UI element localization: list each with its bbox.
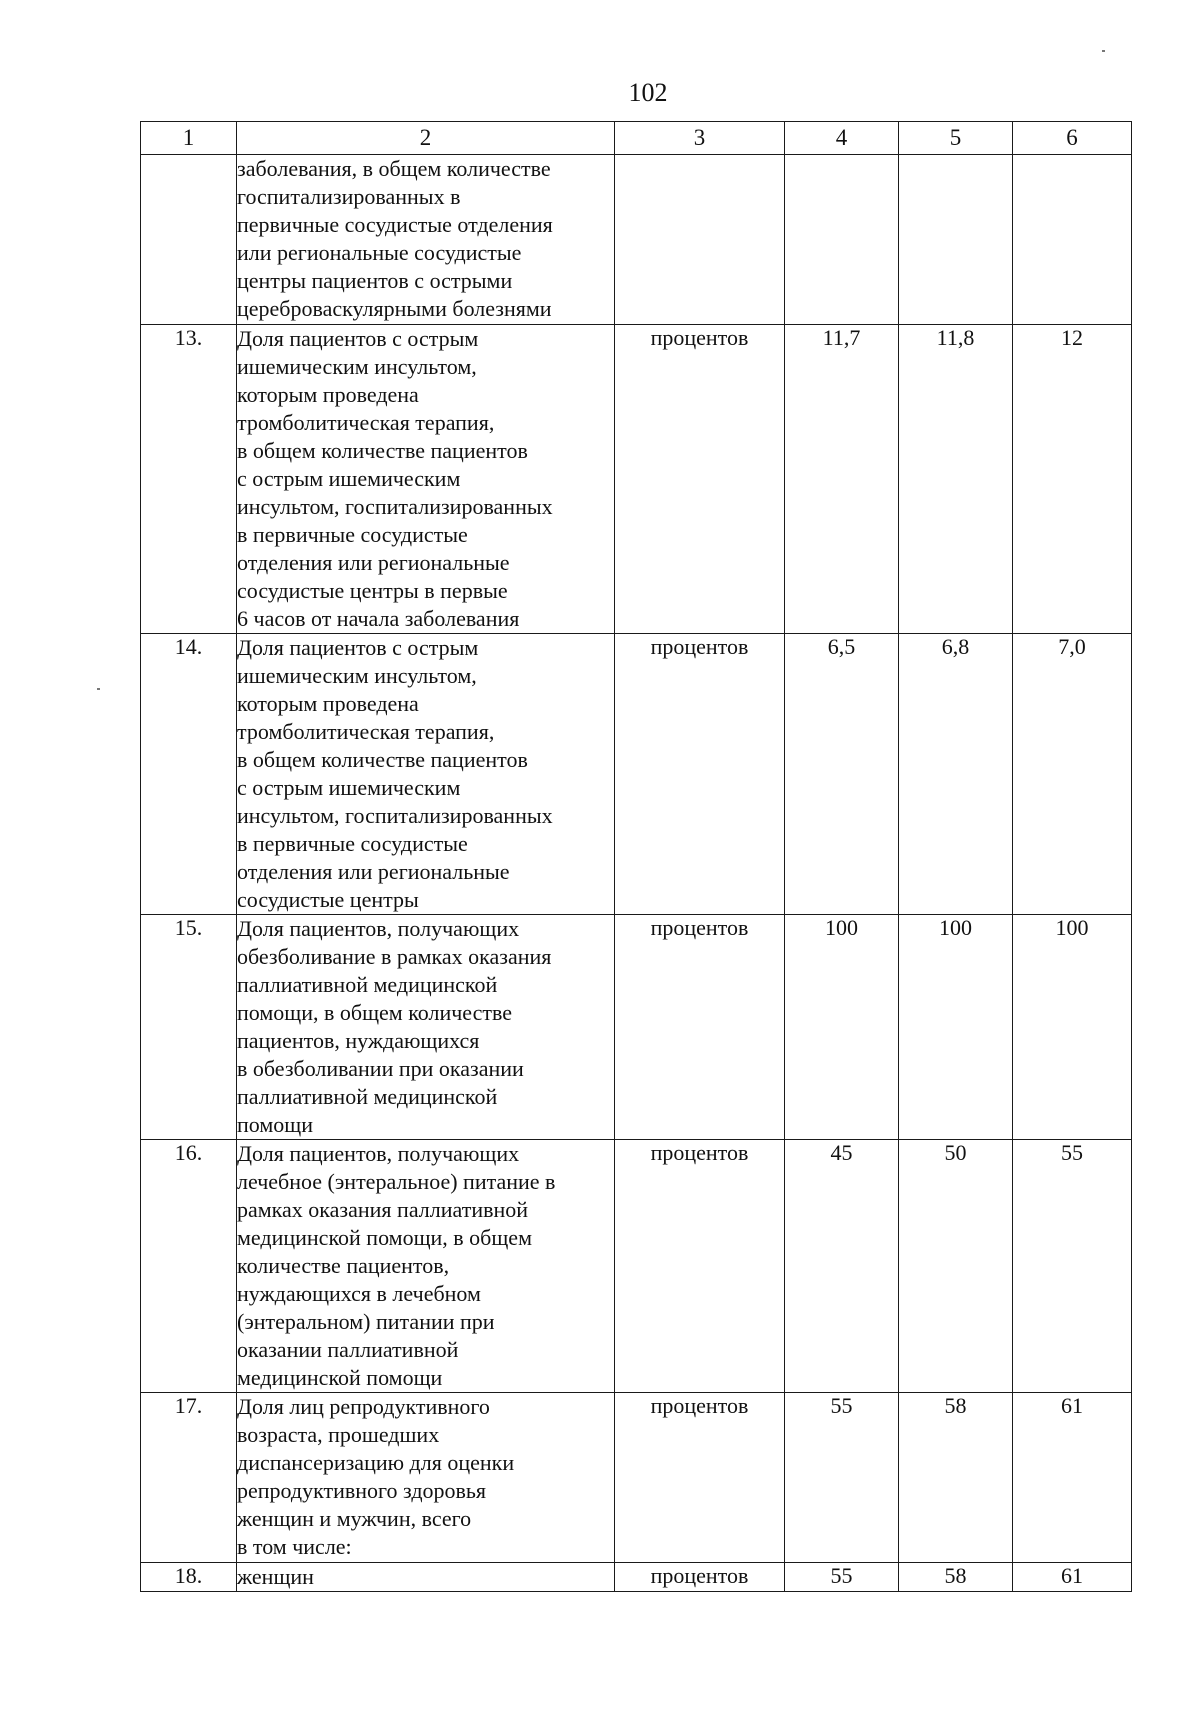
indicator-description: Доля пациентов с острым ишемическим инсультом, которым проведена тромболитическая терапия, в общем количестве пациентов с острым ишемическим инсультом, госпитализированных в первичные сосудистые отделения или региональные сосудистые центры: [237, 634, 615, 915]
column-header-3: 3: [615, 122, 785, 155]
unit-cell: процентов: [615, 325, 785, 634]
table-row: [141, 1563, 1132, 1592]
row-number: 15.: [141, 915, 237, 1140]
table-row: [141, 634, 1132, 915]
value-cell-col4: 11,7: [785, 325, 899, 634]
indicators-table: [140, 121, 1132, 1592]
indicator-description: Доля пациентов, получающих обезболивание в рамках оказания паллиативной медицинской помощи, в общем количестве пациентов, нуждающихся в обезболивании при оказании паллиативной медицинской помощи: [237, 915, 615, 1140]
value-cell-col5: 100: [899, 915, 1013, 1140]
column-header-1: 1: [141, 122, 237, 155]
table-row: [141, 1393, 1132, 1563]
table-header-row: [141, 122, 1132, 155]
unit-cell: процентов: [615, 915, 785, 1140]
table-row: [141, 915, 1132, 1140]
value-cell-col5: 50: [899, 1140, 1013, 1393]
row-number: 17.: [141, 1393, 237, 1563]
table-row: [141, 325, 1132, 634]
value-cell-col4: 100: [785, 915, 899, 1140]
value-cell-col4: 55: [785, 1393, 899, 1563]
row-number: 13.: [141, 325, 237, 634]
value-cell-col6: 100: [1013, 915, 1132, 1140]
table-row: [141, 155, 1132, 325]
value-cell-col5: 58: [899, 1393, 1013, 1563]
value-cell-col6: 12: [1013, 325, 1132, 634]
scan-speck: [97, 688, 100, 690]
column-header-4: 4: [785, 122, 899, 155]
indicator-description: Доля пациентов с острым ишемическим инсультом, которым проведена тромболитическая терапия, в общем количестве пациентов с острым ишемическим инсультом, госпитализированных в первичные сосудистые отделения или региональные сосудистые центры в первые 6 часов от начала заболевания: [237, 325, 615, 634]
value-cell-col5: 11,8: [899, 325, 1013, 634]
unit-cell: процентов: [615, 1140, 785, 1393]
value-cell-col4: 55: [785, 1563, 899, 1592]
value-cell-col5: 6,8: [899, 634, 1013, 915]
row-number: 18.: [141, 1563, 237, 1592]
column-header-6: 6: [1013, 122, 1132, 155]
value-cell-col4: 45: [785, 1140, 899, 1393]
value-cell-col4: [785, 155, 899, 325]
unit-cell: процентов: [615, 1393, 785, 1563]
row-number: 14.: [141, 634, 237, 915]
value-cell-col5: 58: [899, 1563, 1013, 1592]
row-number: [141, 155, 237, 325]
column-header-2: 2: [237, 122, 615, 155]
value-cell-col6: 61: [1013, 1563, 1132, 1592]
value-cell-col5: [899, 155, 1013, 325]
indicator-description: Доля лиц репродуктивного возраста, прошедших диспансеризацию для оценки репродуктивного здоровья женщин и мужчин, всего в том числе:: [237, 1393, 615, 1563]
value-cell-col6: 55: [1013, 1140, 1132, 1393]
row-number: 16.: [141, 1140, 237, 1393]
column-header-5: 5: [899, 122, 1013, 155]
unit-cell: [615, 155, 785, 325]
indicator-description: женщин: [237, 1563, 615, 1592]
value-cell-col4: 6,5: [785, 634, 899, 915]
table-row: [141, 1140, 1132, 1393]
unit-cell: процентов: [615, 1563, 785, 1592]
value-cell-col6: [1013, 155, 1132, 325]
indicator-description: заболевания, в общем количестве госпитализированных в первичные сосудистые отделения или региональные сосудистые центры пациентов с острыми цереброваскулярными болезнями: [237, 155, 615, 325]
page-number: 102: [628, 78, 668, 107]
value-cell-col6: 61: [1013, 1393, 1132, 1563]
unit-cell: процентов: [615, 634, 785, 915]
scan-speck: [1102, 50, 1105, 52]
indicator-description: Доля пациентов, получающих лечебное (энтеральное) питание в рамках оказания паллиативной медицинской помощи, в общем количестве пациентов, нуждающихся в лечебном (энтеральном) питании при оказании паллиативной медицинской помощи: [237, 1140, 615, 1393]
value-cell-col6: 7,0: [1013, 634, 1132, 915]
